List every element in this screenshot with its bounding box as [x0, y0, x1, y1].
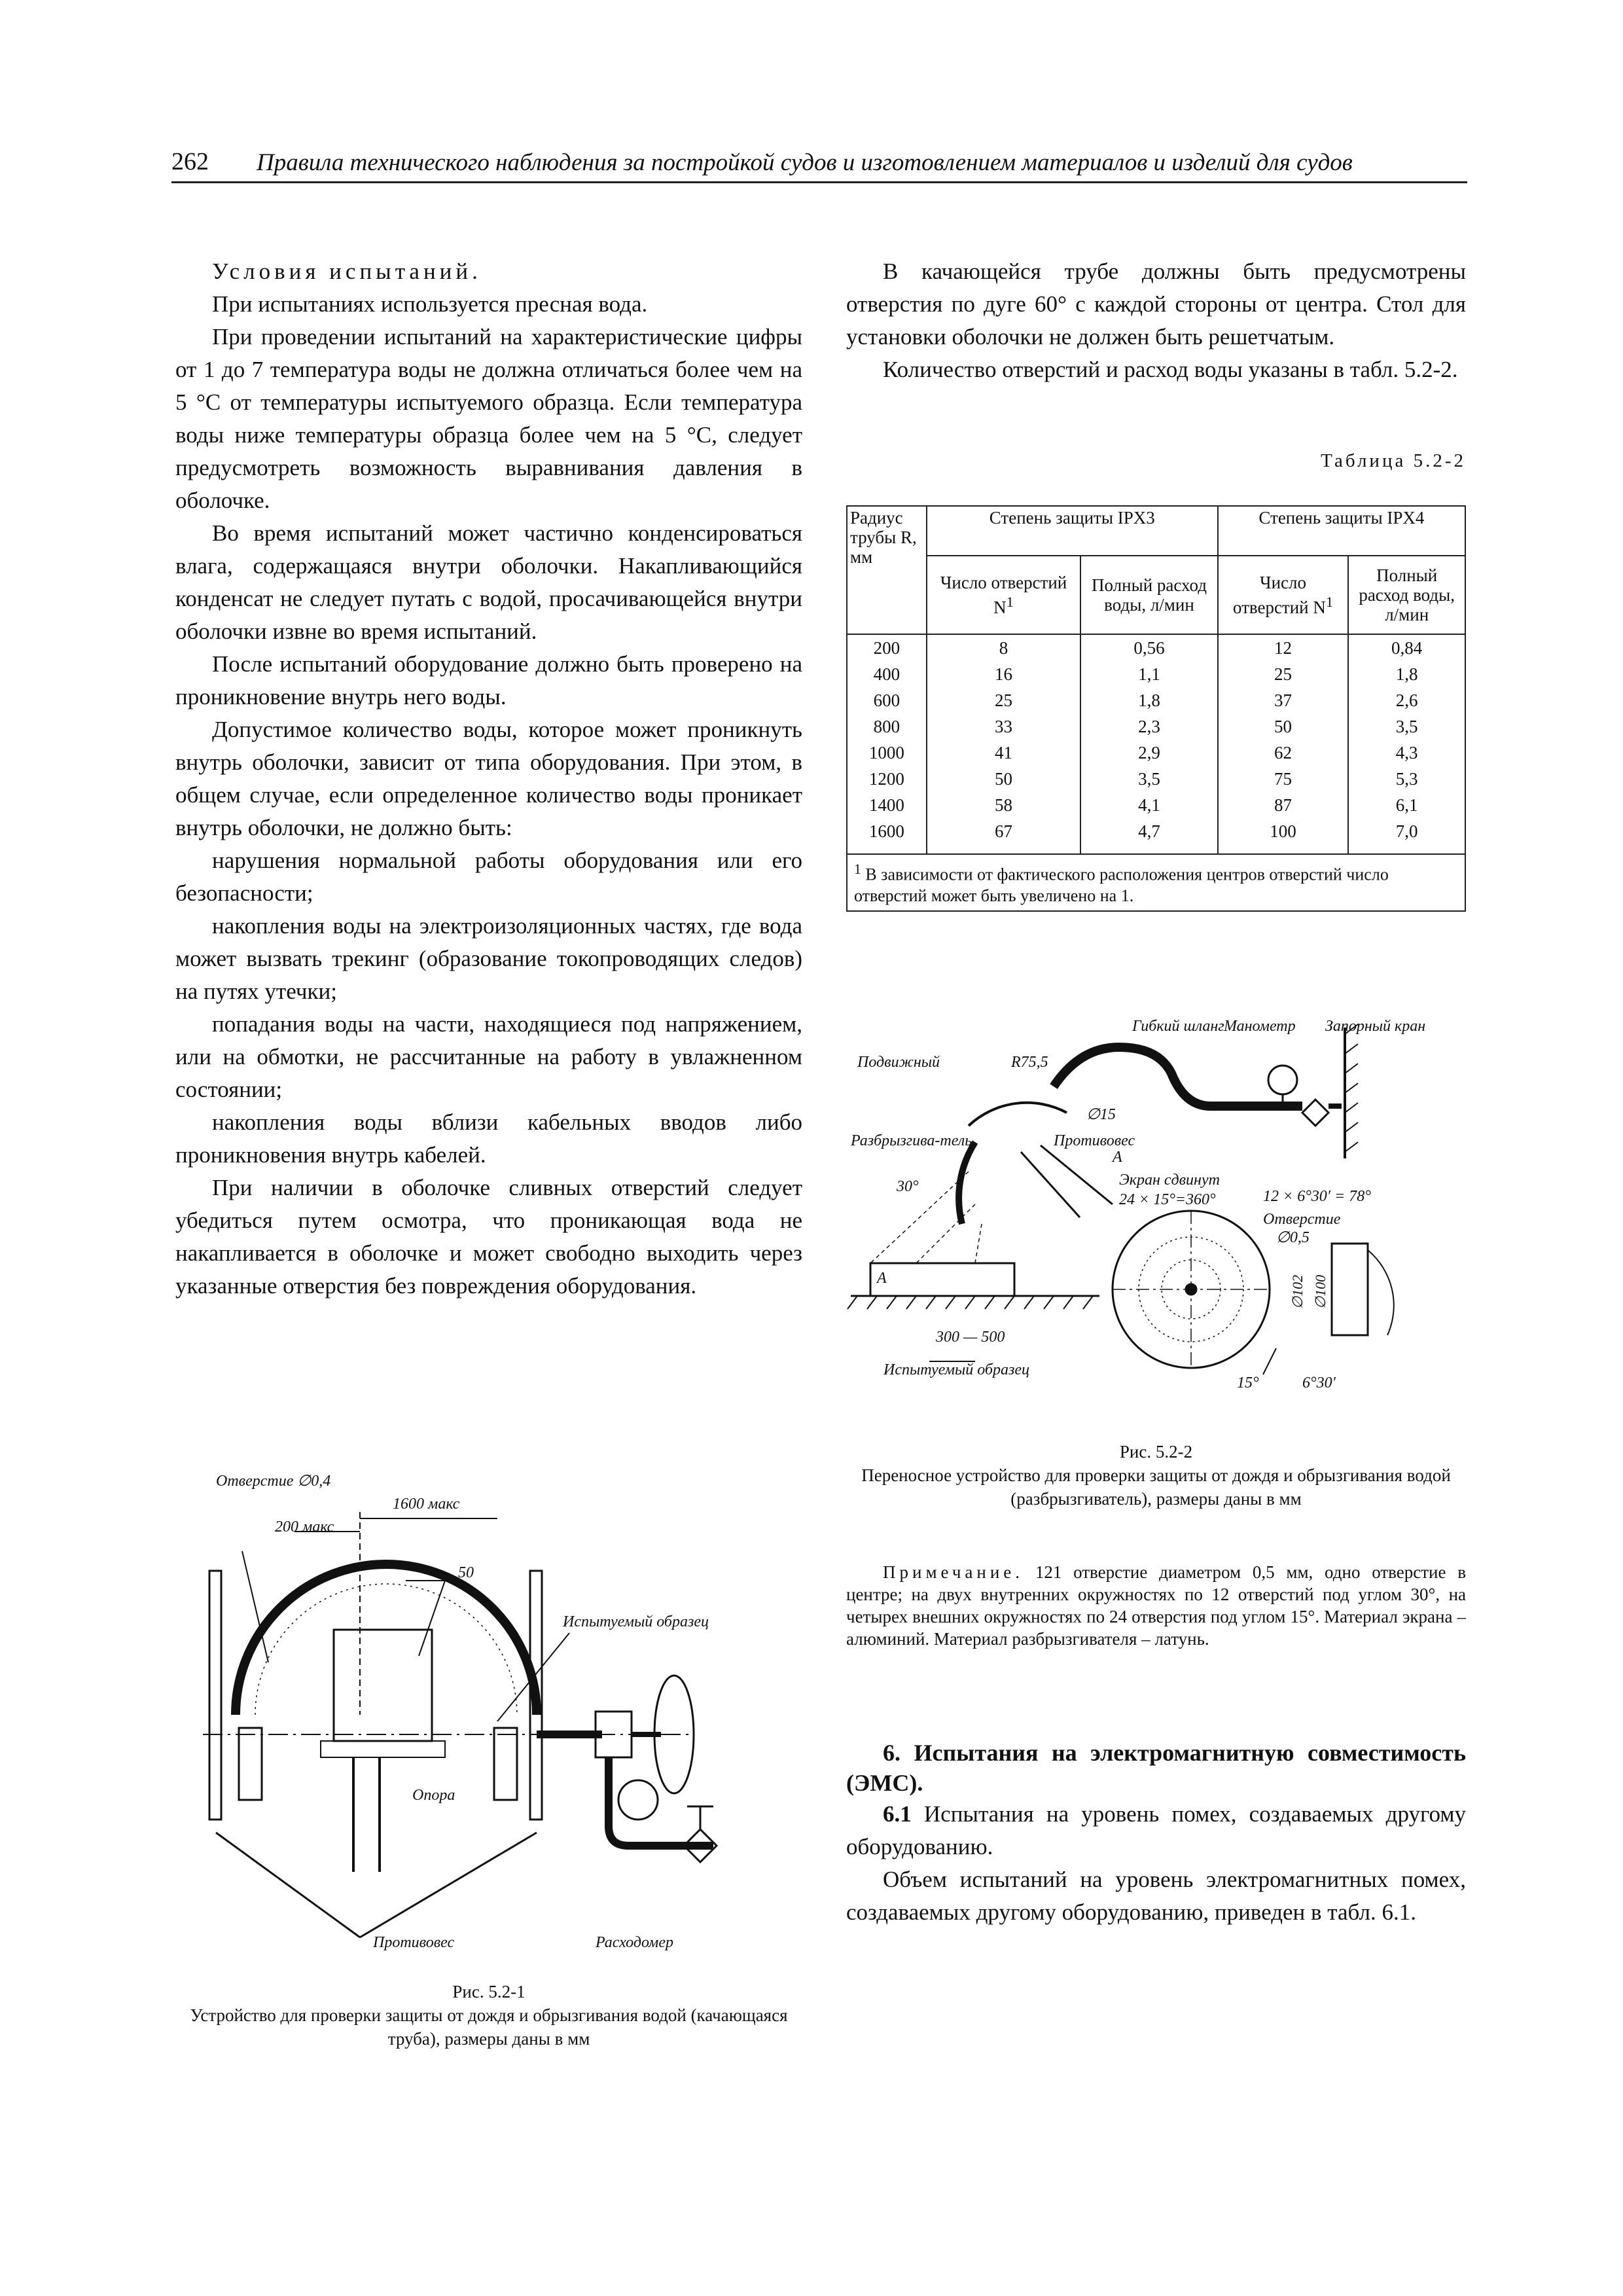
paragraph: При испытаниях используется пресная вода. — [212, 291, 648, 317]
sample-box — [870, 1263, 1014, 1296]
running-header — [171, 147, 1467, 183]
label-screen: Экран сдвинут — [1119, 1172, 1220, 1189]
table-cell: 50 — [1218, 713, 1349, 740]
label-manometer: Манометр — [1224, 1018, 1296, 1035]
table-5-2-2 — [846, 505, 1466, 912]
left-post — [209, 1571, 221, 1820]
table-cell: 4,7 — [1080, 818, 1217, 854]
label-r755: R75,5 — [1011, 1054, 1048, 1071]
table-cell: 1,8 — [1348, 661, 1465, 687]
label-holes: Отверстие — [1263, 1211, 1341, 1228]
paragraph: При проведении испытаний на характеристические цифры от 1 до 7 температура воды не должна отличаться более чем на 5 °С от температуры испытуемого образца. Если температура воды ниже температуры образца более чем на 5 °С, следует предусмотреть возможность выравнивания давления в оболочке. — [175, 324, 802, 513]
paragraph: Во время испытаний может частично конденсироваться влага, содержащаяся внутри оболочки. Накапливающийся конденсат не следует путать с водой, просачивающейся внутри оболочки извне во время испытаний. — [175, 520, 802, 644]
counterweight-left — [239, 1728, 262, 1800]
table-cell: 600 — [847, 687, 927, 713]
table-row — [847, 818, 1465, 854]
list-item: попадания воды на части, находящиеся под напряжением, или на обмотки, не рассчитанные на работу в увлажненном состоянии; — [175, 1011, 802, 1102]
table-cell: 3,5 — [1348, 713, 1465, 740]
sample-body — [334, 1630, 432, 1741]
page-number: 262 — [171, 148, 209, 175]
label-hole: Отверстие ∅0,4 — [216, 1473, 331, 1490]
table-cell: 100 — [1218, 818, 1349, 854]
label-flowmeter: Расходомер — [596, 1934, 674, 1951]
note-label: Примечание. — [883, 1562, 1024, 1582]
paragraph: После испытаний оборудование должно быть проверено на проникновение внутрь него воды. — [175, 651, 802, 709]
paragraph: Количество отверстий и расход воды указаны в табл. 5.2-2. — [883, 357, 1458, 382]
table-cell: 3,5 — [1080, 766, 1217, 792]
label-d05: ∅0,5 — [1276, 1229, 1310, 1246]
label-1600: 1600 макс — [393, 1496, 460, 1513]
label-d100: ∅100 — [1312, 1274, 1329, 1309]
table-cell: 1000 — [847, 740, 927, 766]
table-cell: 1400 — [847, 792, 927, 818]
figure-1-caption — [175, 1980, 802, 2051]
paragraph: В качающейся трубе должны быть предусмотрены отверстия по дуге 60° с каждой стороны от центра. Стол для установки оболочки не должен быть решетчатым. — [846, 259, 1466, 350]
label-movable: Подвижный — [857, 1054, 940, 1071]
table-cell: 0,56 — [1080, 634, 1217, 661]
label-angles: 12 × 6°30′ = 78° — [1263, 1188, 1371, 1205]
table-row — [847, 687, 1465, 713]
figure-1-number: Рис. 5.2-1 — [452, 1982, 526, 2001]
table-row — [847, 661, 1465, 687]
paragraph: Допустимое количество воды, которое может проникнуть внутрь оболочки, зависит от типа оборудования. При этом, в общем случае, если определенное количество воды проникает внутрь оболочки, не должно быть: — [175, 717, 802, 840]
header-count-ipx4: Число отверстий $N^1$ — [1218, 556, 1349, 634]
screen-section — [1332, 1244, 1368, 1335]
paragraph: При наличии в оболочке сливных отверстий следует убедиться путем осмотра, что проникающая вода не накапливается в оболочке и может свободно выходить через указанные отверстия без повреждения оборудования. — [175, 1175, 802, 1299]
manometer-dial — [1268, 1066, 1297, 1094]
sprayer-arc — [959, 1142, 975, 1224]
table-cell: 41 — [927, 740, 1080, 766]
table-cell: 87 — [1218, 792, 1349, 818]
figure-note — [846, 1561, 1466, 1650]
header-flow-ipx4: Полный расход воды, л/мин — [1348, 556, 1465, 634]
table-cell: 1200 — [847, 766, 927, 792]
table-cell: 4,1 — [1080, 792, 1217, 818]
hose — [1054, 1047, 1302, 1106]
table-cell: 4,3 — [1348, 740, 1465, 766]
label-sample: Испытуемый образец — [883, 1361, 1030, 1378]
section-6-1-text: Объем испытаний на уровень электромагнитных помех, создаваемых другому оборудованию, приведен в табл. 6.1. — [846, 1867, 1466, 1925]
running-title: Правила технического наблюдения за постройкой судов и изготовлением материалов и изделий для судов — [257, 149, 1353, 176]
note-text: 121 отверстие диаметром 0,5 мм, одно отверстие в центре; на двух внутренних окружностях по 12 отверстий под углом 30°, на четырех внешних окружностях по 24 отверстия под углом 15°. Материал экрана – алюминий. Материал разбрызгивателя – латунь. — [846, 1562, 1466, 1649]
label-hose: Гибкий шланг — [1132, 1018, 1224, 1035]
table-cell: 12 — [1218, 634, 1349, 661]
figure-2-number: Рис. 5.2-2 — [1119, 1442, 1193, 1462]
table-cell: 400 — [847, 661, 927, 687]
header-ipx3: Степень защиты IPX3 — [927, 506, 1218, 556]
table-row — [847, 634, 1465, 661]
label-a2: А — [877, 1270, 887, 1287]
header-ipx4: Степень защиты IPX4 — [1218, 506, 1465, 556]
label-screen-angles: 24 × 15°=360° — [1119, 1191, 1216, 1208]
list-item: накопления воды вблизи кабельных вводов либо проникновения внутрь кабелей. — [175, 1109, 802, 1168]
table-cell: 5,3 — [1348, 766, 1465, 792]
table-footnote: $^1$ В зависимости от фактического расположения центров отверстий число отверстий может быть увеличено на 1. — [847, 854, 1465, 911]
table-cell: 33 — [927, 713, 1080, 740]
label-counterweight: Противовес — [373, 1934, 455, 1951]
label-a: А — [1113, 1149, 1122, 1166]
table-cell: 62 — [1218, 740, 1349, 766]
counterweight-right — [494, 1728, 517, 1800]
table-cell: 37 — [1218, 687, 1349, 713]
table-cell: 0,84 — [1348, 634, 1465, 661]
label-sprayer: Разбрызгива-тель — [851, 1132, 972, 1149]
table-cell: 7,0 — [1348, 818, 1465, 854]
figure-sprayer — [844, 1008, 1466, 1433]
table-cell: 16 — [927, 661, 1080, 687]
tube-arc — [236, 1564, 537, 1715]
label-200: 200 макс — [275, 1518, 334, 1535]
header-radius: Радиус трубы R, мм — [847, 506, 927, 634]
left-column — [175, 255, 802, 1302]
label-dist: 300 — 500 — [936, 1329, 1005, 1346]
label-deg630: 6°30′ — [1302, 1374, 1336, 1391]
section-6 — [846, 1738, 1466, 1929]
table-cell: 25 — [1218, 661, 1349, 687]
table-cell: 67 — [927, 818, 1080, 854]
table-row — [847, 713, 1465, 740]
flowmeter-dial — [618, 1780, 658, 1820]
list-item: накопления воды на электроизоляционных частях, где вода может вызвать трекинг (образование токопроводящих следов) на путях утечки; — [175, 913, 802, 1004]
label-deg15: 15° — [1237, 1374, 1259, 1391]
table-cell: 1,8 — [1080, 687, 1217, 713]
label-support: Опора — [412, 1787, 455, 1804]
table-cell: 200 — [847, 634, 927, 661]
conditions-heading: Условия испытаний. — [212, 259, 482, 284]
table-cell: 800 — [847, 713, 927, 740]
table-row — [847, 792, 1465, 818]
figure-2-caption — [846, 1440, 1466, 1511]
table-row — [847, 766, 1465, 792]
table-cell: 8 — [927, 634, 1080, 661]
figure-oscillating-tube — [190, 1466, 779, 1977]
label-d15: ∅15 — [1086, 1106, 1116, 1123]
table-cell: 2,9 — [1080, 740, 1217, 766]
section-6-1: 6.1 Испытания на уровень помех, создаваемых другому оборудованию. — [846, 1801, 1466, 1859]
table-cell: 1,1 — [1080, 661, 1217, 687]
table-cell: 2,6 — [1348, 687, 1465, 713]
label-angle30: 30° — [897, 1178, 919, 1195]
header-flow-ipx3: Полный расход воды, л/мин — [1080, 556, 1217, 634]
table-cell: 58 — [927, 792, 1080, 818]
table-cell: 50 — [927, 766, 1080, 792]
table-cell: 6,1 — [1348, 792, 1465, 818]
table-cell: 75 — [1218, 766, 1349, 792]
table-cell: 2,3 — [1080, 713, 1217, 740]
right-column — [846, 255, 1466, 386]
table-cell: 25 — [927, 687, 1080, 713]
figure-2-text: Переносное устройство для проверки защиты от дождя и обрызгивания водой (разбрызгиватель), размеры даны в мм — [861, 1465, 1451, 1509]
table-row — [847, 740, 1465, 766]
label-valve: Запорный кран — [1325, 1018, 1426, 1035]
label-d102: ∅102 — [1289, 1274, 1306, 1309]
table-caption: Таблица 5.2-2 — [1321, 450, 1466, 471]
label-sample: Испытуемый образец — [563, 1613, 709, 1630]
section-6-title: 6. Испытания на электромагнитную совместимость (ЭМС). — [846, 1740, 1466, 1796]
list-item: нарушения нормальной работы оборудования или его безопасности; — [175, 848, 802, 906]
header-count-ipx3: Число отверстий $N^1$ — [927, 556, 1080, 634]
label-50: 50 — [458, 1564, 474, 1581]
table-cell: 1600 — [847, 818, 927, 854]
label-counterweight: Противовес — [1054, 1132, 1135, 1149]
figure-1-text: Устройство для проверки защиты от дождя и обрызгивания водой (качающаяся труба), размеры даны в мм — [190, 2005, 788, 2049]
